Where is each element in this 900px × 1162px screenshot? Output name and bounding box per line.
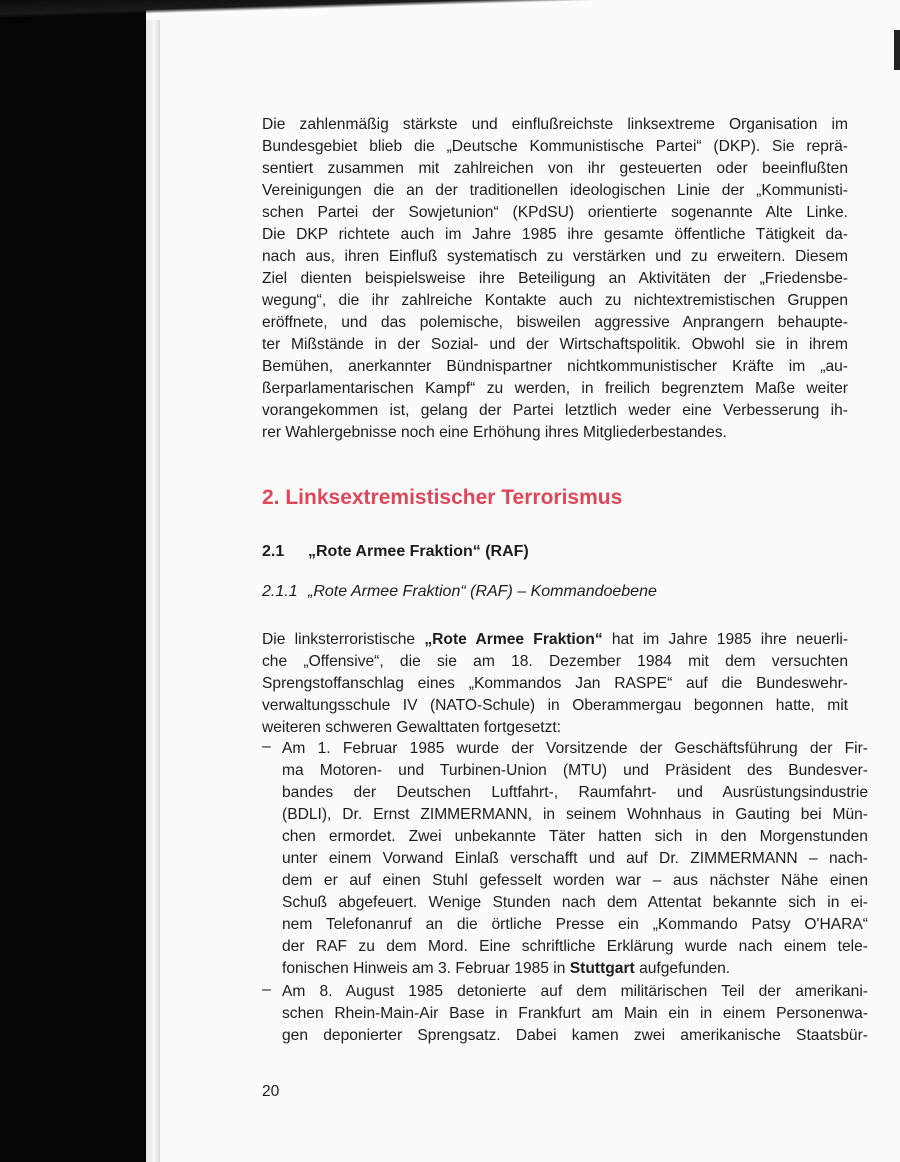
text-line: Die DKP richtete auch im Jahre 1985 ihre gesamte öffentliche Tätigkeit da- [262,226,848,243]
text-line: sentiert zusammen mit zahlreichen von ihr gesteuerten oder beeinflußten [262,160,848,177]
text-line: Vereinigungen die an der traditionellen ideologischen Linie der „Kommunisti- [262,182,848,199]
text-segment: hat im Jahre 1985 ihre neuerli- [602,631,849,648]
list-dash: – [262,738,271,755]
text-line: (BDLI), Dr. Ernst ZIMMERMANN, in seinem Wohnhaus in Gauting bei Mün- [282,806,868,823]
text-line: vorangekommen ist, gelang der Partei letztlich weder eine Verbesserung ih- [262,402,848,419]
text-line [282,958,868,980]
paragraph-raf-intro [262,629,848,739]
list-dash: – [262,981,271,998]
text-line: che „Offensive“, die sie am 18. Dezember 1984 mit dem versuchten [262,653,848,670]
section-title: „Rote Armee Fraktion“ (RAF) [308,543,529,560]
subsection-title: „Rote Armee Fraktion“ (RAF) – Kommandoebene [308,583,657,600]
text-line: verwaltungsschule IV (NATO-Schule) in Oberammergau begonnen hatte, mit [262,697,848,714]
paragraph-dkp [262,114,848,444]
section-number: 2.1 [262,543,285,560]
text-line: Am 8. August 1985 detonierte auf dem militärischen Teil der amerikani- [282,983,868,1000]
list-item-rhein-main [262,981,868,1047]
text-line: nach aus, ihren Einfluß systematisch zu verstärken und zu erweitern. Diesem [262,248,848,265]
text-line: wegung“, die ihr zahlreiche Kontakte auch zu nichtextremistischen Gruppen [262,292,848,309]
text-line: Die zahlenmäßig stärkste und einflußreichste linksextreme Organisation im [262,116,848,133]
text-line: Sprengstoffanschlag eines „Kommandos Jan RASPE“ auf die Bundeswehr- [262,675,848,692]
text-line [262,629,848,651]
text-line: chen ermordet. Zwei unbekannte Täter hatten sich in den Morgenstunden [282,828,868,845]
text-line: bandes der Deutschen Luftfahrt-, Raumfahrt- und Ausrüstungsindustrie [282,784,868,801]
section-heading [262,543,529,561]
text-line: Bemühen, anerkannter Bündnispartner nichtkommunistischer Kräfte im „au- [262,358,848,375]
text-line: Bundesgebiet blieb die „Deutsche Kommunistische Partei“ (DKP). Sie reprä- [262,138,848,155]
text-line: ßerparlamentarischen Kampf“ zu werden, in freilich begrenztem Maße weiter [262,380,848,397]
text-line: schen Rhein-Main-Air Base in Frankfurt am Main ein in einem Personenwa- [282,1005,868,1022]
text-line: ter Mißstände in der Sozial- und der Wirtschaftspolitik. Obwohl sie in ihrem [262,336,848,353]
text-line: Ziel dienten beispielsweise ihre Beteiligung an Aktivitäten der „Friedensbe- [262,270,848,287]
bold-text: Stuttgart [569,960,635,977]
subsection-number: 2.1.1 [262,583,298,600]
text-line: unter einem Vorwand Einlaß verschafft und auf Dr. ZIMMERMANN – nach- [282,850,868,867]
scan-black-margin [0,0,146,1162]
text-line: gen deponierter Sprengsatz. Dabei kamen zwei amerikanische Staatsbür- [282,1027,868,1044]
bold-text: „Rote Armee Fraktion“ [424,631,603,648]
text-line: schen Partei der Sowjetunion“ (KPdSU) orientierte sogenannte Alte Linke. [262,204,848,221]
text-segment: aufgefunden. [634,960,731,977]
text-line: rer Wahlergebnisse noch eine Erhöhung ihres Mitgliederbestandes. [262,424,727,441]
scan-top-shadow [0,0,900,32]
page-edge [146,20,160,1162]
text-line: eröffnete, und das polemische, bisweilen aggressive Anprangern behaupte- [262,314,848,331]
text-line: dem er auf einen Stuhl gefesselt worden war – aus nächster Nähe einen [282,872,868,889]
text-line: ma Motoren- und Turbinen-Union (MTU) und Präsident des Bundesver- [282,762,868,779]
page-number: 20 [262,1083,280,1100]
list-item-zimmermann [262,738,868,980]
subsection-heading [262,583,657,601]
text-line: Schuß abgefeuert. Wenige Stunden nach dem Attentat bekannte sich in ei- [282,894,868,911]
text-line: Am 1. Februar 1985 wurde der Vorsitzende der Geschäftsführung der Fir- [282,740,868,757]
text-line: weiteren schweren Gewalttaten fortgesetzt: [262,719,562,736]
text-line: nem Telefonanruf an die örtliche Presse ein „Kommando Patsy O'HARA“ [282,916,868,933]
chapter-heading: 2. Linksextremistischer Terrorismus [262,486,623,509]
scan-right-mark [894,30,900,70]
text-segment: Die linksterroristische [262,631,425,648]
text-line: der RAF zu dem Mord. Eine schriftliche Erklärung wurde nach einem tele- [282,938,868,955]
text-segment: fonischen Hinweis am 3. Februar 1985 in [282,960,570,977]
